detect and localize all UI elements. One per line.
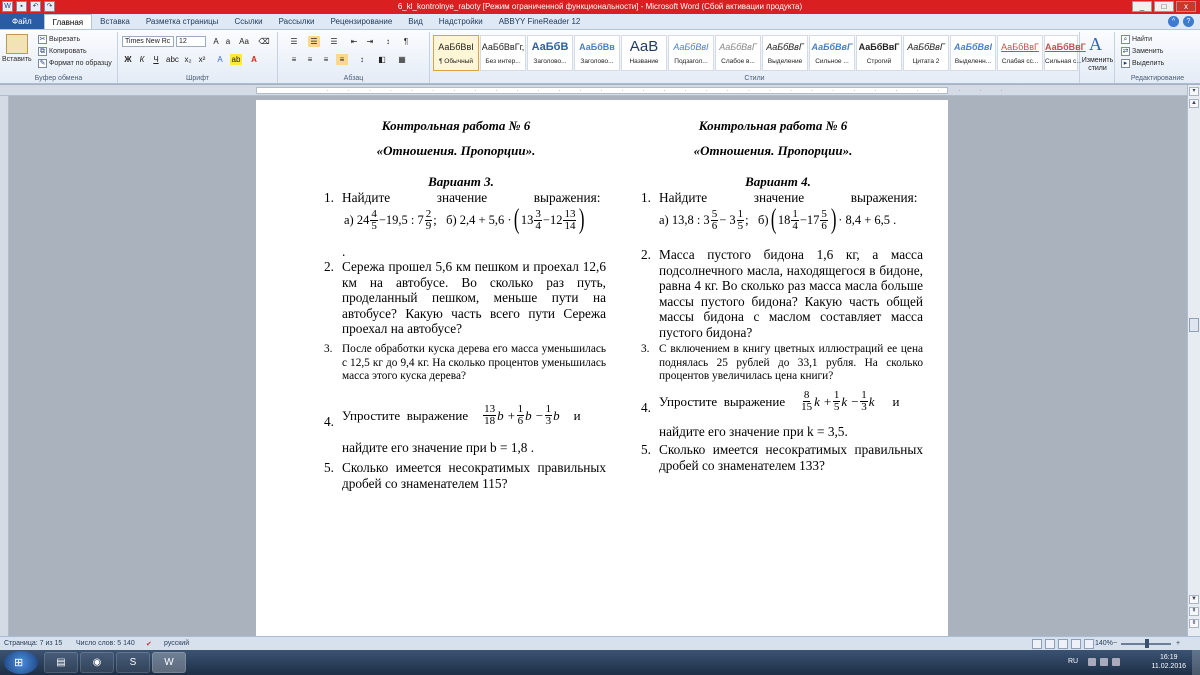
question-text: Найдите значение выражения: xyxy=(342,190,601,205)
expr-part: −17 xyxy=(799,212,820,227)
style-preview: АаБбВвГ xyxy=(766,42,804,52)
prev-page-icon[interactable]: ⇞ xyxy=(1189,607,1199,616)
tab-references[interactable]: Ссылки xyxy=(234,17,263,26)
question-text: Масса пустого бидона 1,6 кг, а масса подсолнечного масла, находящегося в бидоне, равна 4 кг. Во сколько раз масса масла больше массы пустого бидона? Какую часть общей массы бидона с маслом составляет масса пустого бидона? xyxy=(659,247,923,340)
grow-font-icon[interactable]: A xyxy=(213,37,219,46)
style-preview: АаБбВвГ xyxy=(811,42,853,52)
question-number: 4. xyxy=(641,400,651,415)
left-q1-dot xyxy=(316,244,606,259)
right-question-4 xyxy=(633,390,923,426)
font-group xyxy=(118,32,278,83)
scroll-down-icon[interactable]: ▼ xyxy=(1189,595,1199,604)
style-preview: АаБбВвГ xyxy=(858,42,900,52)
clock-time: 16:19 xyxy=(1159,654,1178,661)
brush-icon: ✎ xyxy=(39,60,46,67)
style-name: ¶ Обычный xyxy=(438,58,474,65)
style-title[interactable] xyxy=(621,35,667,71)
style-preview: АаБбВвІ xyxy=(673,42,709,52)
close-button[interactable]: x xyxy=(1176,1,1196,12)
style-heading-1[interactable] xyxy=(527,35,573,71)
style-preview: АаБбВвГ xyxy=(907,42,945,52)
left-question-5 xyxy=(316,460,606,494)
minimize-button[interactable]: _ xyxy=(1132,1,1152,12)
left-q4-expression xyxy=(342,404,581,427)
copy-button[interactable] xyxy=(38,47,87,56)
numerator: 3 xyxy=(535,207,541,220)
fraction xyxy=(370,209,378,232)
style-preview: АаВ xyxy=(629,38,659,55)
scroll-thumb[interactable] xyxy=(1189,318,1199,332)
redo-icon[interactable]: ↷ xyxy=(44,1,55,12)
style-intense-emphasis[interactable] xyxy=(809,35,855,71)
fraction xyxy=(517,404,525,427)
style-preview: АаБбВ xyxy=(531,41,569,53)
fraction xyxy=(711,209,719,232)
denominator: 3 xyxy=(861,401,867,413)
question-text: Сережа прошел 5,6 км пешком и проехал 12,6 км на автобусе. Во сколько раз путь, проделанный пешком, меньше пути на автобусе? Какую часть всего пути Сережа проехал на автобусе? xyxy=(342,259,606,337)
italic-button[interactable]: К xyxy=(139,55,145,64)
question-number: 2. xyxy=(641,247,651,262)
align-left-icon[interactable]: ≡ xyxy=(291,55,297,64)
expr-part: . xyxy=(342,244,346,259)
save-icon[interactable]: ▪ xyxy=(16,1,27,12)
expr-part: b + xyxy=(497,407,516,423)
style-intense-quote[interactable] xyxy=(950,35,996,71)
font-name-select[interactable]: Times New Rc xyxy=(122,36,174,47)
page-count[interactable]: Страница: 7 из 15 xyxy=(4,640,63,647)
expr-part: а) 24 xyxy=(344,212,370,227)
document-page[interactable] xyxy=(256,100,948,636)
style-strong[interactable] xyxy=(856,35,902,71)
window-title: 6_kl_kontrolnye_raboty [Режим ограниченной функциональности] - Microsoft Word (Сбой активации продукта) xyxy=(397,2,803,11)
style-preview: АаБбВвГ xyxy=(1001,42,1039,52)
show-marks-button[interactable]: ¶ xyxy=(403,37,409,46)
style-heading-2[interactable] xyxy=(574,35,620,71)
input-language[interactable]: RU xyxy=(1068,658,1079,665)
editing-group-label: Редактирование xyxy=(1130,75,1185,82)
shrink-font-icon[interactable]: a xyxy=(225,37,231,46)
style-name: Название xyxy=(629,58,659,65)
style-name: Сильное ... xyxy=(815,58,849,65)
denominator: 4 xyxy=(535,219,541,232)
question-number: 5. xyxy=(641,442,651,457)
left-question-3 xyxy=(316,343,606,399)
numbering-icon[interactable]: ☰ xyxy=(308,36,320,47)
highlight-icon[interactable]: ab xyxy=(231,55,241,64)
language[interactable]: русский xyxy=(164,640,190,647)
fraction xyxy=(860,390,868,413)
web-layout-icon[interactable] xyxy=(1058,639,1068,649)
system-tray xyxy=(1060,650,1200,675)
left-q1-expression xyxy=(344,204,587,235)
word-taskbar-icon[interactable]: W xyxy=(152,652,186,673)
style-quote-2[interactable] xyxy=(903,35,949,71)
fraction xyxy=(833,390,841,413)
search-icon: ⌕ xyxy=(1121,35,1130,44)
paste-button[interactable]: Вставить xyxy=(2,56,32,63)
question-number: 1. xyxy=(641,190,651,205)
numerator: 5 xyxy=(821,207,827,220)
tab-view[interactable]: Вид xyxy=(408,17,423,26)
denominator: 6 xyxy=(711,219,718,232)
expr-part: ; б) 2,4 + 5,6 · xyxy=(433,212,512,227)
styles-group xyxy=(430,32,1086,83)
question-number: 3. xyxy=(641,343,650,355)
scroll-up-icon[interactable]: ▲ xyxy=(1189,99,1199,108)
editing-group xyxy=(1115,32,1200,83)
align-center-icon[interactable]: ≡ xyxy=(307,55,313,64)
question-text: Найдите значение выражения: xyxy=(659,190,918,205)
window-controls xyxy=(1132,1,1196,12)
numerator: 1 xyxy=(517,403,524,415)
question-text: После обработки куска дерева его масса уменьшилась с 12,5 кг до 9,4 кг. На сколько процентов уменьшилась масса этого куска дерева? xyxy=(342,343,606,382)
question-text: найдите его значение при b = 1,8 . xyxy=(342,440,535,455)
numerator: 1 xyxy=(861,389,867,401)
style-name: Заголово... xyxy=(533,58,567,65)
decrease-indent-icon[interactable]: ⇤ xyxy=(350,37,358,46)
clear-format-icon[interactable]: ⌫ xyxy=(258,37,270,46)
superscript-icon[interactable]: x² xyxy=(198,55,206,64)
minimize-ribbon-icon[interactable]: ^ xyxy=(1168,16,1179,27)
ribbon-help-area xyxy=(1168,14,1200,29)
increase-indent-icon[interactable]: ⇥ xyxy=(366,37,374,46)
change-styles-button[interactable]: Изменить стили xyxy=(1081,57,1114,72)
question-text: С включением в книгу цветных иллюстраций ее цена поднялась 25 рублей до 33,1 рубля. На сколько процентов увеличилась цена книги? xyxy=(659,343,923,382)
bullets-icon[interactable]: ☰ xyxy=(290,37,298,46)
network-icon[interactable] xyxy=(1100,658,1108,666)
denominator: 14 xyxy=(564,219,576,232)
denominator: 5 xyxy=(371,219,377,232)
replace-label: Заменить xyxy=(1132,48,1164,55)
fraction xyxy=(737,209,745,232)
word-icon[interactable]: W xyxy=(2,1,13,12)
taskbar xyxy=(0,650,1200,675)
copy-label: Копировать xyxy=(49,48,87,55)
question-number: 5. xyxy=(324,460,334,475)
denominator: 18 xyxy=(484,415,496,427)
clock[interactable] xyxy=(1151,653,1186,671)
cut-label: Вырезать xyxy=(49,36,81,43)
align-right-icon[interactable]: ≡ xyxy=(323,55,329,64)
volume-icon[interactable] xyxy=(1112,658,1120,666)
denominator: 4 xyxy=(792,219,798,232)
scissors-icon: ✂ xyxy=(39,36,46,43)
horizontal-ruler[interactable] xyxy=(0,85,1200,96)
tab-home[interactable]: Главная xyxy=(44,14,92,29)
numerator: 2 xyxy=(425,207,432,220)
style-name: Заголово... xyxy=(580,58,614,65)
ruler-scale: · · · · · · · · · · · · · · · · · · · · · · · · · · · · · · · · · xyxy=(256,87,948,94)
select-button[interactable] xyxy=(1121,59,1164,68)
right-subtitle: «Отношения. Пропорции». xyxy=(693,143,853,158)
expr-part: и xyxy=(573,407,581,423)
expr-part: 18 xyxy=(777,212,791,227)
paste-icon[interactable] xyxy=(6,34,28,54)
right-q1-expression xyxy=(659,204,897,235)
multilevel-list-icon[interactable]: ☰ xyxy=(330,37,338,46)
change-styles-group xyxy=(1080,32,1115,83)
maximize-button[interactable]: □ xyxy=(1154,1,1174,12)
sort-icon[interactable]: ↕ xyxy=(386,37,390,46)
question-number: 2. xyxy=(324,259,334,274)
style-preview: АаБбВвІ xyxy=(954,42,992,52)
style-subtle-emphasis[interactable] xyxy=(715,35,761,71)
select-icon: ▸ xyxy=(1121,59,1130,68)
numerator: 13 xyxy=(564,207,576,220)
skype-taskbar-icon[interactable]: S xyxy=(116,652,150,673)
style-preview: АаБбВвГ xyxy=(1045,42,1086,52)
word-count[interactable]: Число слов: 5 140 xyxy=(76,640,135,647)
next-page-icon[interactable]: ⇟ xyxy=(1189,619,1199,628)
fraction xyxy=(534,209,542,232)
borders-icon[interactable]: ▦ xyxy=(398,55,406,64)
style-preview: АаБбВвГг, xyxy=(481,42,525,52)
denominator: 15 xyxy=(801,401,813,413)
right-question-5 xyxy=(633,442,923,476)
tab-file[interactable]: Файл xyxy=(0,14,44,29)
right-question-1 xyxy=(633,190,923,206)
style-preview: АаБбВвГ xyxy=(719,42,757,52)
windows-icon: ⊞ xyxy=(14,657,24,669)
style-name: Выделенн... xyxy=(954,58,992,65)
fraction xyxy=(545,404,553,427)
denominator: 6 xyxy=(821,219,827,232)
right-variant: Вариант 4. xyxy=(745,174,811,189)
left-paren-icon: ( xyxy=(513,204,520,235)
expr-part: −12 xyxy=(542,212,563,227)
explorer-taskbar-icon[interactable]: ▤ xyxy=(44,652,78,673)
format-painter-label: Формат по образцу xyxy=(49,60,112,67)
question-number: 4. xyxy=(324,414,334,429)
left-subtitle: «Отношения. Пропорции». xyxy=(376,143,536,158)
full-screen-icon[interactable] xyxy=(1045,639,1055,649)
right-question-3 xyxy=(633,343,923,387)
subscript-icon[interactable]: x₂ xyxy=(184,55,192,64)
title-bar xyxy=(0,0,1200,14)
tab-abbyy[interactable]: ABBYY FineReader 12 xyxy=(498,17,581,26)
paragraph-group-label: Абзац xyxy=(343,75,364,82)
expr-part: k + xyxy=(814,393,832,409)
strikethrough-icon[interactable]: abc xyxy=(166,55,179,64)
start-button[interactable] xyxy=(4,651,38,674)
copy-icon: ⧉ xyxy=(40,48,45,55)
fraction xyxy=(425,209,433,232)
denominator: 5 xyxy=(737,219,744,232)
replace-button[interactable] xyxy=(1121,47,1163,56)
fraction xyxy=(791,209,799,232)
zoom-level[interactable]: 140% xyxy=(1095,640,1113,647)
left-question-4-end xyxy=(316,440,606,456)
tab-addins[interactable]: Надстройки xyxy=(438,17,483,26)
expr-part: Упростите выражение xyxy=(659,393,786,409)
style-preview: АаБбВвІ xyxy=(438,42,474,52)
tab-insert[interactable]: Вставка xyxy=(100,17,130,26)
style-emphasis[interactable] xyxy=(762,35,808,71)
paragraph-group xyxy=(278,32,430,83)
question-number: 1. xyxy=(324,190,334,205)
numerator: 1 xyxy=(737,207,744,220)
style-name: Подзагол... xyxy=(674,58,708,65)
change-case-icon[interactable]: Аа xyxy=(239,37,249,46)
left-variant: Вариант 3. xyxy=(428,174,494,189)
font-group-label: Шрифт xyxy=(185,75,210,82)
style-name: Без интер... xyxy=(485,58,521,65)
cut-button[interactable] xyxy=(38,35,80,44)
change-styles-icon[interactable]: A xyxy=(1089,34,1102,54)
style-name: Выделение xyxy=(767,58,803,65)
proofing-icon[interactable]: ✔ xyxy=(146,641,152,648)
fraction xyxy=(563,209,576,232)
status-bar xyxy=(0,636,1200,650)
chrome-taskbar-icon[interactable]: ◉ xyxy=(80,652,114,673)
style-subtle-reference[interactable] xyxy=(997,35,1043,71)
outline-icon[interactable] xyxy=(1071,639,1081,649)
vertical-ruler[interactable] xyxy=(0,96,9,636)
right-question-4-end xyxy=(633,424,923,440)
expr-part: k xyxy=(868,393,875,409)
bold-button[interactable]: Ж xyxy=(124,55,132,64)
style-name: Цитата 2 xyxy=(912,58,940,65)
denominator: 3 xyxy=(545,415,552,427)
numerator: 5 xyxy=(711,207,718,220)
expr-part: −19,5 : 7 xyxy=(378,212,424,227)
help-icon[interactable]: ? xyxy=(1183,16,1194,27)
expr-part: Упростите выражение xyxy=(342,407,469,423)
right-paren-icon: ) xyxy=(830,204,837,235)
format-painter-button[interactable] xyxy=(38,59,112,68)
clipboard-group-label: Буфер обмена xyxy=(34,75,83,82)
tab-review[interactable]: Рецензирование xyxy=(330,17,393,26)
fraction xyxy=(800,390,813,413)
find-label: Найти xyxy=(1132,36,1152,43)
expr-part: b − xyxy=(525,407,544,423)
show-desktop-button[interactable] xyxy=(1192,650,1200,675)
print-layout-icon[interactable] xyxy=(1032,639,1042,649)
style-subtitle[interactable] xyxy=(668,35,714,71)
replace-icon: ⇄ xyxy=(1122,48,1129,55)
find-button[interactable] xyxy=(1121,35,1152,44)
style-intense-reference[interactable] xyxy=(1044,35,1086,71)
right-paren-icon: ) xyxy=(579,204,585,235)
styles-group-label: Стили xyxy=(744,75,765,82)
left-question-4 xyxy=(316,404,606,444)
zoom-slider-handle[interactable] xyxy=(1145,639,1149,648)
question-text: Сколько имеется несократимых правильных дробей со знаменателем 133? xyxy=(659,442,923,473)
denominator: 5 xyxy=(833,401,840,413)
expr-part: − 3 xyxy=(719,212,736,227)
ribbon xyxy=(0,30,1200,84)
style-name: Слабая сс... xyxy=(1001,58,1039,65)
style-normal[interactable] xyxy=(433,35,479,71)
expr-part: а) 13,8 : 3 xyxy=(659,212,710,227)
question-text: Сколько имеется несократимых правильных дробей со знаменателем 115? xyxy=(342,460,606,491)
fraction xyxy=(820,209,828,232)
numerator: 13 xyxy=(484,403,496,415)
question-text: найдите его значение при k = 3,5. xyxy=(659,424,848,439)
left-question-1 xyxy=(316,190,606,206)
left-question-2 xyxy=(316,259,606,339)
tray-arrow-icon[interactable] xyxy=(1088,658,1096,666)
denominator: 6 xyxy=(517,415,524,427)
line-spacing-icon[interactable]: ↕ xyxy=(360,55,364,64)
document-area xyxy=(9,96,1187,636)
tab-mailings[interactable]: Рассылки xyxy=(278,17,315,26)
tab-page-layout[interactable]: Разметка страницы xyxy=(145,17,219,26)
justify-icon[interactable]: ≡ xyxy=(336,54,348,65)
style-name: Строгий xyxy=(866,58,892,65)
underline-button[interactable]: Ч xyxy=(153,55,159,64)
question-number: 3. xyxy=(324,343,333,355)
font-size-select[interactable]: 12 xyxy=(176,36,206,47)
numerator: 1 xyxy=(833,389,840,401)
draft-icon[interactable] xyxy=(1084,639,1094,649)
ribbon-tabs xyxy=(0,14,1200,30)
clock-date: 11.02.2016 xyxy=(1151,663,1186,670)
font-color-icon[interactable]: A xyxy=(251,55,257,64)
style-name: Сильная с... xyxy=(1045,58,1082,65)
undo-icon[interactable]: ↶ xyxy=(30,1,41,12)
expr-part: 13 xyxy=(520,212,534,227)
clipboard-group xyxy=(0,32,118,83)
right-title: Контрольная работа № 6 xyxy=(698,118,848,133)
right-question-2 xyxy=(633,247,923,343)
expr-part: k − xyxy=(841,393,860,409)
left-paren-icon: ( xyxy=(770,204,776,235)
select-label: Выделить xyxy=(1132,60,1165,67)
fraction xyxy=(483,404,496,427)
numerator: 8 xyxy=(803,389,810,401)
style-no-spacing[interactable] xyxy=(480,35,526,71)
shading-icon[interactable]: ◧ xyxy=(378,55,386,64)
numerator: 1 xyxy=(545,403,552,415)
expr-part: и xyxy=(892,393,900,409)
denominator: 9 xyxy=(425,219,432,232)
zoom-out-icon[interactable]: − xyxy=(1113,640,1118,647)
numerator: 4 xyxy=(371,207,377,220)
right-q4-expression xyxy=(659,390,899,413)
zoom-in-icon[interactable]: + xyxy=(1176,640,1181,647)
expr-part: · 8,4 + 6,5 . xyxy=(838,212,897,227)
numerator: 1 xyxy=(792,207,798,220)
expr-part: ; б) xyxy=(745,212,769,227)
text-effects-icon[interactable]: A xyxy=(217,55,223,64)
style-preview: АаБбВв xyxy=(579,42,615,52)
style-name: Слабое в... xyxy=(721,58,755,65)
vertical-scrollbar[interactable] xyxy=(1187,85,1200,636)
left-title: Контрольная работа № 6 xyxy=(381,118,531,133)
expr-part: b xyxy=(553,407,560,423)
ruler-toggle-icon[interactable]: ▾ xyxy=(1189,87,1199,96)
